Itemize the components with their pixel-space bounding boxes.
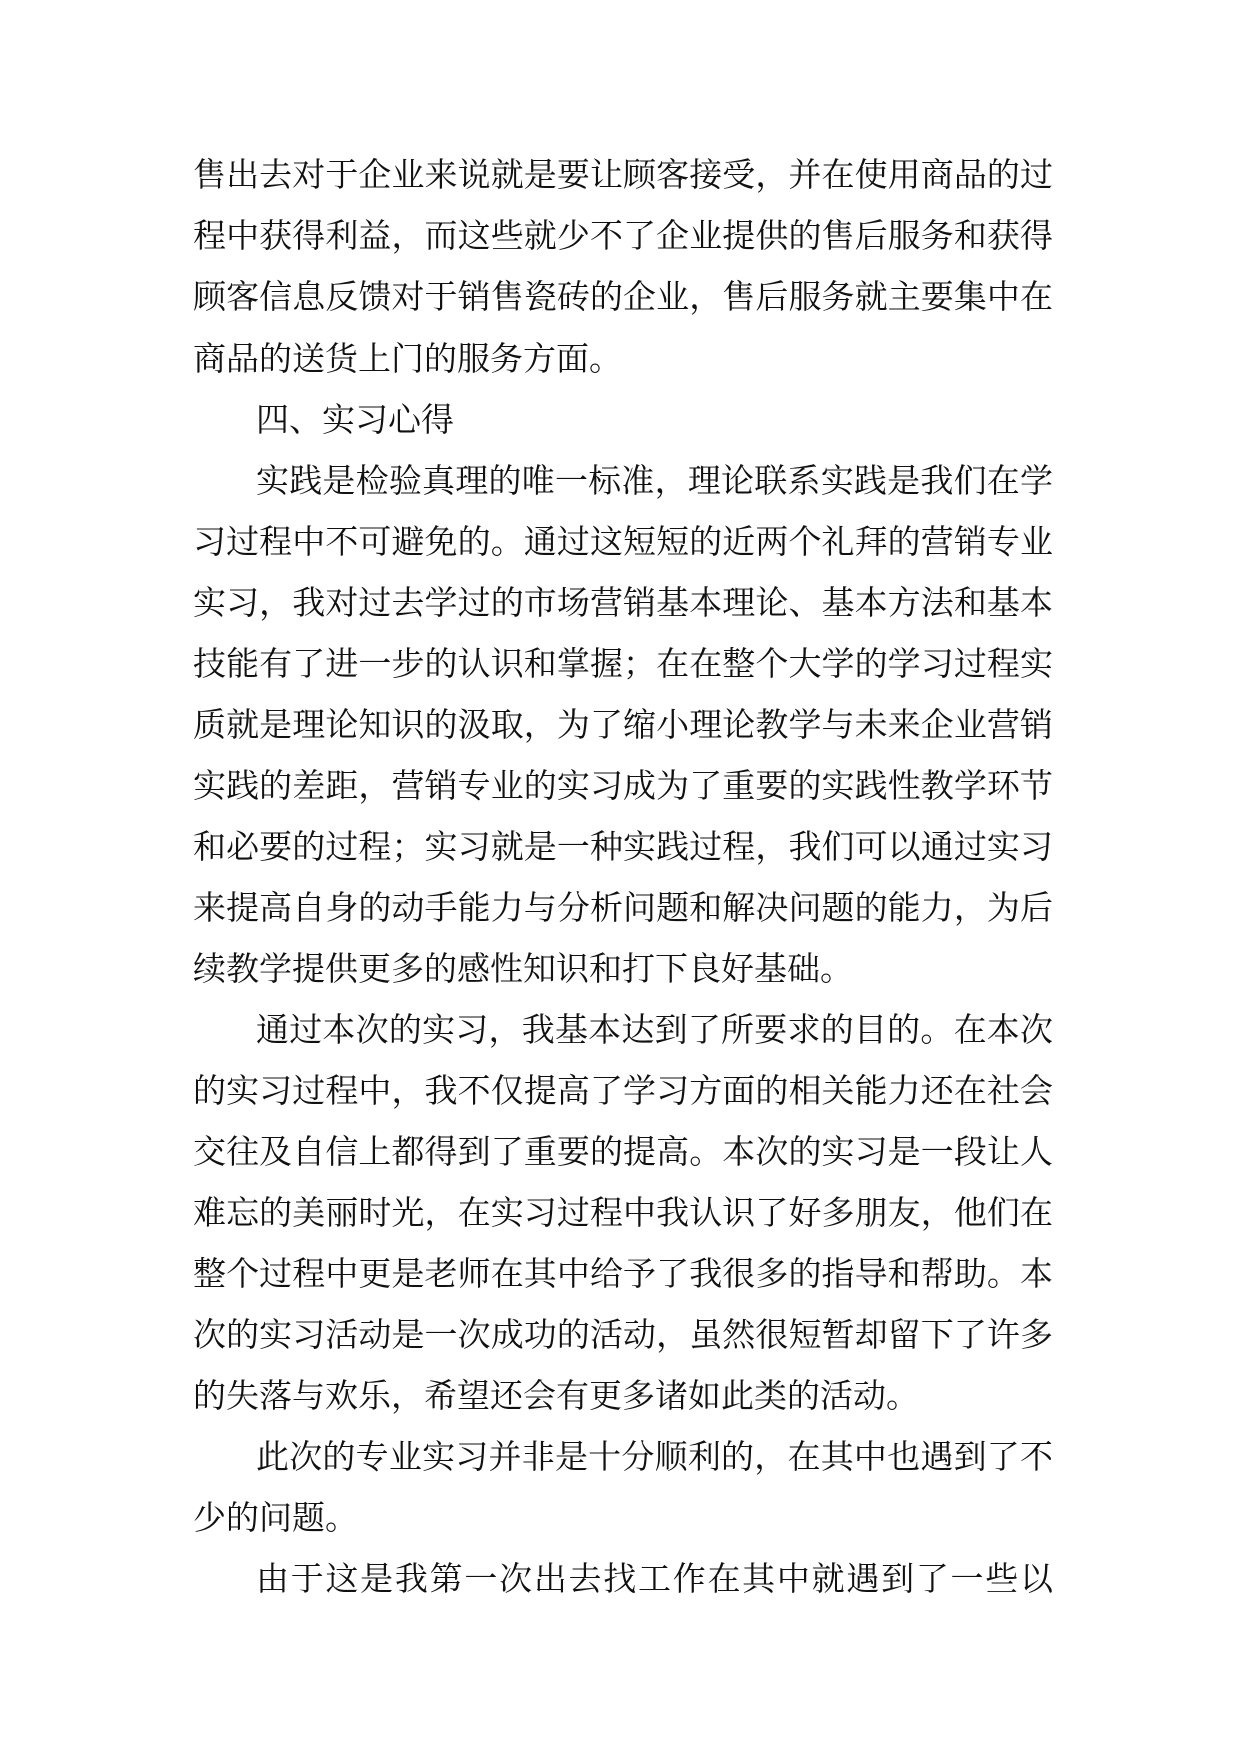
text-line: 的失落与欢乐，希望还会有更多诸如此类的活动。 <box>193 1376 919 1415</box>
text-line: 售出去对于企业来说就是要让顾客接受，并在使用商品的过 <box>193 155 1053 194</box>
text-line: 商品的送货上门的服务方面。 <box>193 339 622 378</box>
text-line: 质就是理论知识的汲取，为了缩小理论教学与未来企业营销 <box>193 705 1053 744</box>
paragraph-first-line: 实践是检验真理的唯一标准，理论联系实践是我们在学 <box>256 461 1053 500</box>
paragraph-first-line: 由于这是我第一次出去找工作在其中就遇到了一些以 <box>256 1559 1053 1598</box>
text-line: 难忘的美丽时光，在实习过程中我认识了好多朋友，他们在 <box>193 1193 1053 1232</box>
section-heading: 四、实习心得 <box>256 400 454 439</box>
paragraph-first-line: 此次的专业实习并非是十分顺利的，在其中也遇到了不 <box>256 1437 1053 1476</box>
text-line: 交往及自信上都得到了重要的提高。本次的实习是一段让人 <box>193 1132 1053 1171</box>
text-line: 来提高自身的动手能力与分析问题和解决问题的能力，为后 <box>193 888 1053 927</box>
text-line: 的实习过程中，我不仅提高了学习方面的相关能力还在社会 <box>193 1071 1053 1110</box>
text-line: 习过程中不可避免的。通过这短短的近两个礼拜的营销专业 <box>193 522 1053 561</box>
text-line: 实践的差距，营销专业的实习成为了重要的实践性教学环节 <box>193 766 1053 805</box>
text-line: 实习，我对过去学过的市场营销基本理论、基本方法和基本 <box>193 583 1053 622</box>
text-line: 少的问题。 <box>193 1498 358 1537</box>
text-line: 次的实习活动是一次成功的活动，虽然很短暂却留下了许多 <box>193 1315 1053 1354</box>
text-line: 顾客信息反馈对于销售瓷砖的企业，售后服务就主要集中在 <box>193 277 1053 316</box>
text-line: 和必要的过程；实习就是一种实践过程，我们可以通过实习 <box>193 827 1053 866</box>
text-line: 续教学提供更多的感性知识和打下良好基础。 <box>193 949 853 988</box>
text-line: 技能有了进一步的认识和掌握；在在整个大学的学习过程实 <box>193 644 1053 683</box>
text-line: 程中获得利益，而这些就少不了企业提供的售后服务和获得 <box>193 216 1053 255</box>
paragraph-first-line: 通过本次的实习，我基本达到了所要求的目的。在本次 <box>256 1010 1053 1049</box>
text-line: 整个过程中更是老师在其中给予了我很多的指导和帮助。本 <box>193 1254 1053 1293</box>
